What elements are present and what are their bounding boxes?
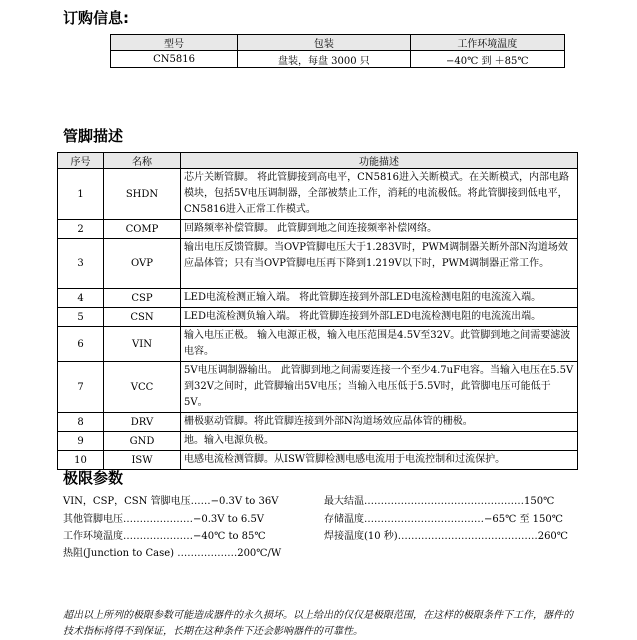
limit-item: 其他管脚电压…………………−0.3V to 6.5V	[63, 514, 265, 525]
pin-description-table	[57, 152, 578, 470]
table-header-row	[58, 153, 578, 169]
column-header: 名称	[104, 153, 181, 169]
pin-name: SHDN	[104, 169, 181, 220]
pin-number: 10	[58, 451, 104, 470]
absolute-max-ratings-title: 极限参数	[63, 469, 124, 487]
pin-number: 2	[58, 220, 104, 239]
pin-number: 9	[58, 432, 104, 451]
pin-number: 6	[58, 327, 104, 362]
order-info-table	[110, 34, 565, 68]
table-cell: 盘装，每盘 3000 只	[238, 51, 411, 68]
pin-name: OVP	[104, 239, 181, 289]
limit-item: 最大结温…………………………………………150℃	[324, 496, 555, 507]
column-header: 型号	[111, 35, 238, 51]
pin-function: 输出电压反馈管脚。当OVP管脚电压大于1.283V时，PWM调制器关断外部N沟道场效应晶体管；只有当OVP管脚电压再下降到1.219V以下时，PWM调制器正常工作。	[181, 239, 578, 289]
pin-name: CSN	[104, 308, 181, 327]
pin-number: 7	[58, 362, 104, 413]
table-row	[58, 327, 578, 362]
pin-name: VCC	[104, 362, 181, 413]
table-row	[58, 432, 578, 451]
table-row	[58, 289, 578, 308]
pin-function: LED电流检测正输入端。 将此管脚连接到外部LED电流检测电阻的电流流入端。	[181, 289, 578, 308]
pin-description-title: 管脚描述	[63, 127, 124, 145]
column-header: 工作环境温度	[410, 35, 564, 51]
table-row	[58, 169, 578, 220]
pin-function: 5V电压调制器输出。 此管脚到地之间需要连接一个至少4.7uF电容。当输入电压在5.5V到32V之间时，此管脚输出5V电压；当输入电压低于5.5V时，此管脚电压可能低于5V。	[181, 362, 578, 413]
pin-name: GND	[104, 432, 181, 451]
pin-name: COMP	[104, 220, 181, 239]
pin-function: 输入电压正极。 输入电源正极，输入电压范围是4.5V至32V。此管脚到地之间需要滤波电容。	[181, 327, 578, 362]
table-cell: −40℃ 到 ＋85℃	[410, 51, 564, 68]
table-header-row	[111, 35, 565, 51]
pin-function: 电感电流检测管脚。从ISW管脚检测电感电流用于电流控制和过流保护。	[181, 451, 578, 470]
order-info-title: 订购信息:	[63, 9, 129, 27]
pin-function: LED电流检测负输入端。 将此管脚连接到外部LED电流检测电阻的电流流出端。	[181, 308, 578, 327]
table-row	[58, 308, 578, 327]
table-row	[58, 239, 578, 289]
column-header: 包装	[238, 35, 411, 51]
pin-name: ISW	[104, 451, 181, 470]
pin-name: VIN	[104, 327, 181, 362]
limit-item: 工作环境温度…………………−40℃ to 85℃	[63, 531, 266, 542]
pin-number: 8	[58, 413, 104, 432]
warning-note: 超出以上所列的极限参数可能造成器件的永久损坏。以上给出的仅仅是极限范围，在这样的极限条件下工作，器件的技术指标将得不到保证，长期在这种条件下还会影响器件的可靠性。	[63, 610, 573, 637]
column-header: 序号	[58, 153, 104, 169]
table-cell: CN5816	[111, 51, 238, 68]
pin-number: 4	[58, 289, 104, 308]
pin-number: 5	[58, 308, 104, 327]
table-row	[58, 451, 578, 470]
table-row	[58, 362, 578, 413]
limit-item: VIN，CSP，CSN 管脚电压……−0.3V to 36V	[63, 496, 279, 507]
pin-function: 回路频率补偿管脚。 此管脚到地之间连接频率补偿网络。	[181, 220, 578, 239]
pin-name: CSP	[104, 289, 181, 308]
pin-function: 地。输入电源负极。	[181, 432, 578, 451]
table-row	[58, 220, 578, 239]
limit-item: 焊接温度(10 秒)……………………………………260℃	[324, 531, 568, 542]
pin-function: 栅极驱动管脚。将此管脚连接到外部N沟道场效应晶体管的栅极。	[181, 413, 578, 432]
limit-item: 热阻(Junction to Case) ………………200℃/W	[63, 548, 282, 559]
pin-name: DRV	[104, 413, 181, 432]
pin-number: 3	[58, 239, 104, 289]
table-row	[58, 413, 578, 432]
pin-number: 1	[58, 169, 104, 220]
limit-item: 存储温度………………………………−65℃ 至 150℃	[324, 514, 563, 525]
pin-function: 芯片关断管脚。 将此管脚接到高电平，CN5816进入关断模式。在关断模式，内部电路模块，包括5V电压调制器，全部被禁止工作，消耗的电流极低。将此管脚接到低电平，CN5816进入正常工作模式。	[181, 169, 578, 220]
column-header: 功能描述	[181, 153, 578, 169]
table-row	[111, 51, 565, 68]
